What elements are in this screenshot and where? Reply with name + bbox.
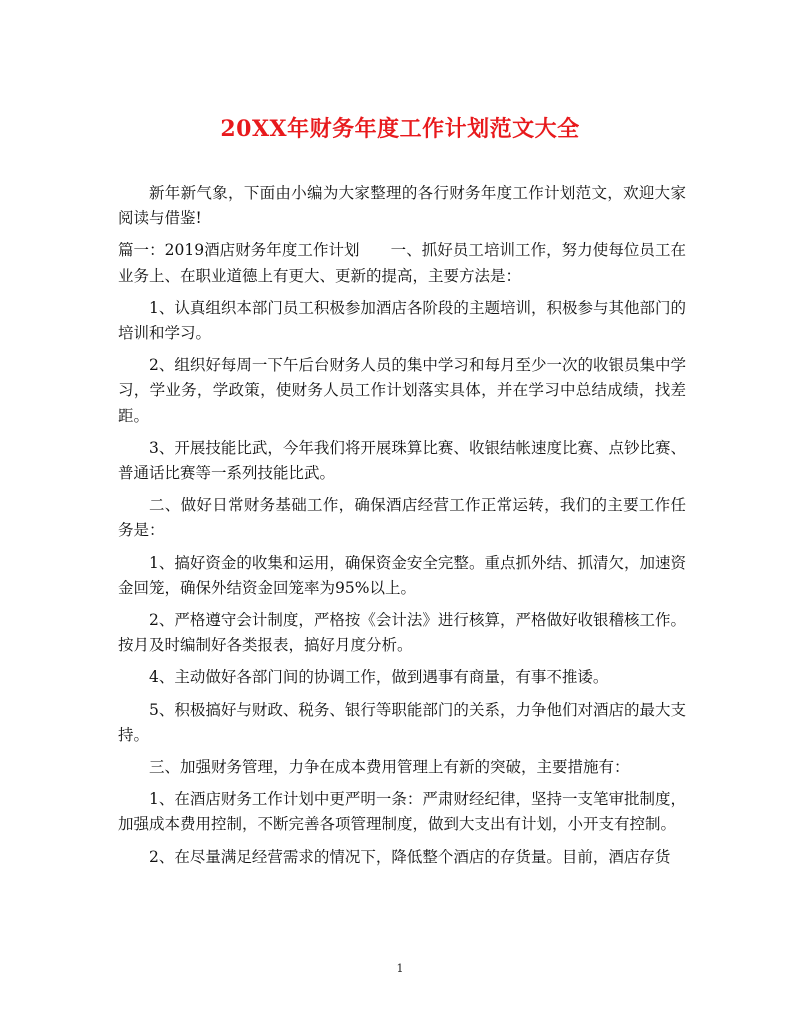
paragraph: 1、认真组织本部门员工积极参加酒店各阶段的主题培训，积极参与其他部门的培训和学习。 xyxy=(118,298,686,343)
paragraph: 5、积极搞好与财政、税务、银行等职能部门的关系，力争他们对酒店的最大支持。 xyxy=(118,700,686,744)
paragraph: 二、做好日常财务基础工作，确保酒店经营工作正常运转，我们的主要工作任务是： xyxy=(118,496,686,540)
paragraph: 3、开展技能比武，今年我们将开展珠算比赛、收银结帐速度比赛、点钞比赛、普通话比赛等一系列技能比武。 xyxy=(118,438,686,483)
paragraph: 1、搞好资金的收集和运用，确保资金安全完整。重点抓外结、抓清欠，加速资金回笼，确保外结资金回笼率为95%以上。 xyxy=(118,553,686,597)
document-body xyxy=(118,181,686,877)
paragraph: 2、在尽量满足经营需求的情况下，降低整个酒店的存货量。目前，酒店存货 xyxy=(149,847,671,866)
document-title: 20XX年财务年度工作计划范文大全 xyxy=(220,116,580,142)
page-number: 1 xyxy=(396,962,404,975)
paragraph: 新年新气象，下面由小编为大家整理的各行财务年度工作计划范文，欢迎大家阅读与借鉴! xyxy=(118,184,686,228)
paragraph: 2、严格遵守会计制度，严格按《会计法》进行核算，严格做好收银稽核工作。按月及时编制好各类报表，搞好月度分析。 xyxy=(118,611,686,655)
paragraph: 篇一：2019酒店财务年度工作计划 一、抓好员工培训工作，努力使每位员工在业务上、在职业道德上有更大、更新的提高，主要方法是： xyxy=(118,241,686,285)
paragraph: 4、主动做好各部门间的协调工作，做到遇事有商量，有事不推诿。 xyxy=(149,668,609,687)
paragraph: 2、组织好每周一下午后台财务人员的集中学习和每月至少一次的收银员集中学习，学业务，学政策，使财务人员工作计划落实具体，并在学习中总结成绩，找差距。 xyxy=(118,356,686,425)
paragraph: 三、加强财务管理，力争在成本费用管理上有新的突破，主要措施有： xyxy=(149,758,630,777)
paragraph: 1、在酒店财务工作计划中更严明一条：严肃财经纪律，坚持一支笔审批制度，加强成本费用控制，不断完善各项管理制度，做到大支出有计划，小开支有控制。 xyxy=(118,790,686,834)
